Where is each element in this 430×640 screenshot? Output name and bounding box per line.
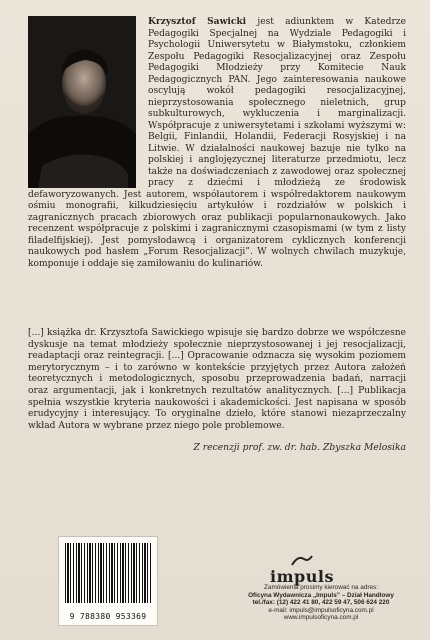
author-bio — [28, 16, 406, 270]
review-text: [...] książka dr. Krzysztofa Sawickiego wpisuje się bardzo dobrze we współczesne dyskusje na temat młodzieży społecznie nieprzystosowanej i jej resocjalizacji, readaptacji oraz reintegracji. [...] Opracowanie odznacza się wysokim poziomem merytorycznym – i to zarówno w kontekście przyjętych przez Autora założeń teoretycznych i metodologicznych, sposobu przeprowadzenia badań, narracji oraz argumentacji, jak i konkretnych rezultatów analitycznych. [...] Publikacja spełnia wszystkie kryteria naukowości i akademickości. Jest napisana w sposób erudycyjny i interesujący. To oryginalne dzieło, które stanowi niezaprzeczalny wkład Autora w wybrane przez niego pole problemowe. — [28, 328, 406, 431]
publisher-name-line: Oficyna Wydawnicza „Impuls” – Dział Handlowy — [248, 591, 394, 599]
publisher-phone-line: tel./fax: (12) 422 41 80, 422 59 47, 506 624 220 — [252, 599, 390, 607]
order-line: Zamówienia prosimy kierować na adres: — [263, 584, 378, 591]
author-bio-text: jest adiunktem w Katedrze Pedagogiki Specjalnej na Wydziale Pedagogiki i Psychologii Uniwersytetu w Białymstoku, członkiem Zespołu Pedagogiki Resocjalizacyjnej oraz Zespołu Pedagogiki Młodzieży przy Komitecie Nauk Pedagogicznych PAN. Jego zainteresowania naukowe oscylują wokół pedagogiki resocjalizacyjnej, nieprzystosowania społecznego nieletnich, grup subkulturowych, wykluczenia i marginalizacji. Współpracuje z uniwersytetami i szkołami wyższymi w: Belgii, Finlandii, Holandii, Federacji Rosyjskiej i na Litwie. W działalności naukowej bazuje nie tylko na polskiej i anglojęzycznej literaturze przedmiotu, lecz także na doświadczeniach z zawodowej oraz społecznej pracy z dziećmi i młodzieżą ze środowisk defaworyzowanych. Jest autorem, współautorem i współredaktorem naukowym ośmiu monografii, kilkudziesięciu artykułów i rozdziałów w polskich i zagranicznych pracach zbiorowych oraz publikacji popularnonaukowych. Jako recenzent współpracuje z polskimi i zagranicznymi czasopismami (w tym z listy filadelfijskiej). Jest pomysłodawcą i organizatorem cyklicznych konferencji naukowych pod hasłem „Forum Resocjalizacji”. W wolnych chwilach muzykuje, komponuje i oddaje się zamiłowaniu do kulinariów. — [28, 17, 406, 269]
barcode-bars — [65, 543, 151, 603]
publisher-contact — [236, 584, 406, 622]
publisher-logo-icon — [290, 553, 314, 567]
publisher-logo — [266, 553, 338, 586]
publisher-web-line: www.impulsoficyna.com.pl — [283, 614, 359, 622]
review-signature: Z recenzji prof. zw. dr. hab. Zbyszka Melosika — [193, 442, 406, 453]
barcode-digits: 9 788380 953369 — [69, 612, 147, 621]
isbn-barcode — [58, 536, 158, 626]
publisher-email-line: e-mail: impuls@impulsoficyna.com.pl — [268, 606, 374, 614]
author-name: Krzysztof Sawicki — [148, 16, 247, 27]
review-excerpt — [28, 328, 406, 432]
publisher-logo-text: impuls — [270, 567, 334, 586]
